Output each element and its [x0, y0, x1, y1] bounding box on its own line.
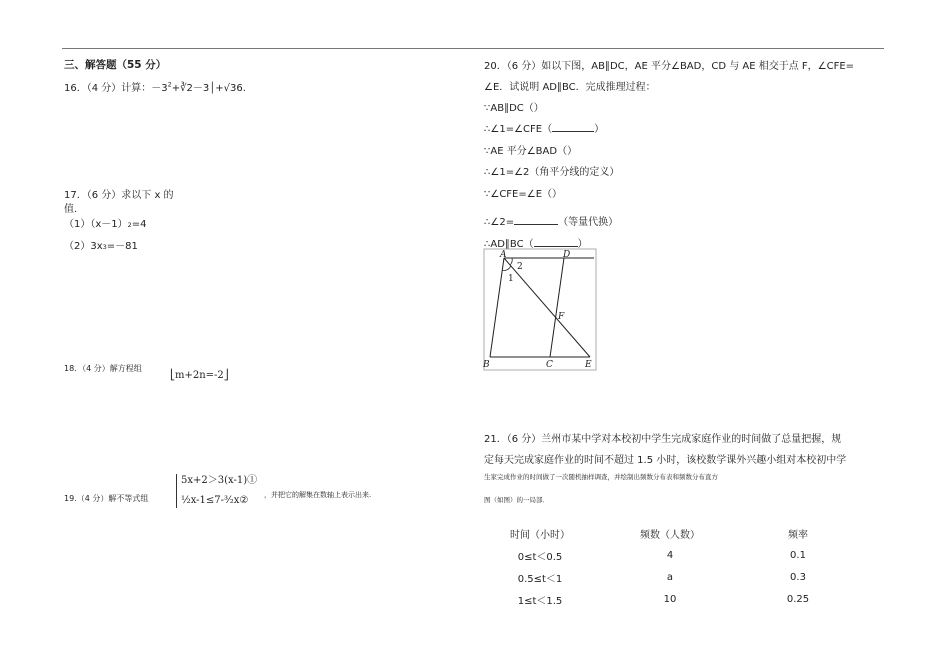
q17-part1-exp: 2	[127, 221, 132, 229]
q20-step6	[484, 213, 618, 228]
q20-step2-text: ∴∠1=∠CFE（	[484, 124, 553, 135]
table-row	[470, 544, 866, 566]
q17-part1-pre: （1）（x－1）	[64, 219, 128, 230]
segment-ae	[504, 258, 590, 357]
table-cell: 1≤t＜1.5	[517, 595, 563, 607]
q20-step4: ∴∠1=∠2（角平分线的定义）	[484, 167, 620, 178]
q21-line1: 21．（6 分）兰州市某中学对本校初中学生完成家庭作业的时间做了总量把握，规	[484, 434, 842, 445]
label-c: C	[546, 360, 553, 370]
angle-1-arc	[502, 266, 511, 271]
q20-step7-text: ∴AD∥BC（	[484, 239, 534, 250]
table-cell: 0≤t＜0.5	[517, 551, 563, 563]
table-header-rate: 频率	[788, 529, 808, 541]
table-cell: 0.3	[790, 571, 806, 583]
q17-line2: 值.	[64, 204, 78, 215]
angle-2-arc	[510, 258, 512, 265]
q17-part2-post: =－81	[106, 241, 138, 252]
q20-step6-reason: （等量代换）	[558, 217, 619, 228]
q17-part2-exp: 3	[102, 243, 107, 251]
segment-ab	[490, 258, 504, 357]
q21-line2: 定每天完成家庭作业的时间不超过 1.5 小时，该校数学课外兴趣小组对本校初中学	[484, 455, 847, 466]
q17-line1: 17．（6 分）求以下 x 的	[64, 190, 174, 201]
q18-label	[64, 363, 142, 374]
q18-equation: ⎣m+2n=-2⎦	[170, 370, 229, 381]
geometry-figure	[482, 248, 598, 372]
table-header-row	[470, 522, 866, 544]
q20-step6-text: ∴∠2=	[484, 217, 515, 228]
q19-inequality-system	[176, 474, 257, 508]
q20-step7-blank[interactable]	[534, 241, 578, 247]
q16-expression: +∛2－3│+√36.	[171, 83, 246, 94]
q16-prefix: 16．（4 分）计算：－3	[64, 83, 168, 94]
q21-line4: 图（如图）的一局部．	[484, 496, 549, 504]
table-cell: 0.25	[786, 593, 810, 605]
q20-line2: ∠E．试说明 AD∥BC．完成推理过程：	[484, 82, 656, 93]
section-title: 三、解答题（55 分）	[64, 59, 167, 71]
q20-step2	[484, 120, 604, 135]
table-cell: 10	[663, 593, 677, 605]
q20-step7-close: ）	[577, 239, 588, 250]
table-cell: a	[666, 571, 674, 583]
q19-inequality-1: 5x+2＞3(x-1)①	[181, 475, 258, 486]
q19-label: 19.（4 分）解不等式组	[64, 494, 149, 503]
label-b: B	[483, 360, 490, 370]
table-cell: 4	[666, 549, 674, 561]
label-angle-2: 2	[517, 262, 523, 272]
q17-part2-pre: （2）3x	[64, 241, 103, 252]
q16-exponent: 2	[167, 80, 172, 89]
label-a: A	[500, 250, 507, 260]
q21-line3: 生家完成作业的时间做了一次随机抽样调查，并绘制出频数分布表和频数分布直方	[484, 473, 718, 481]
table-cell: 0.1	[790, 549, 806, 561]
q20-step2-close: ）	[594, 124, 605, 135]
q20-step1: ∵AB∥DC（）	[484, 103, 544, 114]
q20-step2-blank[interactable]	[552, 122, 594, 132]
question-16	[64, 79, 246, 94]
table-row	[470, 588, 866, 610]
figure-frame	[484, 249, 596, 370]
q18-label-text: 18．（4 分）解方程组	[64, 364, 142, 373]
q17-part1	[64, 215, 147, 230]
segment-dc	[550, 258, 564, 357]
q20-step3: ∵AE 平分∠BAD（）	[484, 146, 578, 157]
q20-step5: ∵∠CFE=∠E（）	[484, 189, 563, 200]
label-e: E	[585, 360, 592, 370]
q19-suffix: ，并把它的解集在数轴上表示出来.	[264, 491, 372, 499]
q20-step6-blank[interactable]	[514, 219, 558, 225]
top-rule	[62, 48, 884, 49]
q17-part2	[64, 237, 138, 252]
table-header-frequency: 频数（人数）	[640, 529, 700, 541]
table-header-time: 时间（小时）	[510, 529, 570, 541]
q19-inequality-2: ½x-1≤7-³⁄₂x②	[181, 495, 249, 506]
q20-line1: 20．（6 分）如以下图，AB∥DC，AE 平分∠BAD，CD 与 AE 相交于点 F，∠CFE=	[484, 61, 855, 72]
table-cell: 0.5≤t＜1	[517, 573, 563, 585]
table-row	[470, 566, 866, 588]
label-f: F	[558, 312, 565, 322]
label-d: D	[563, 250, 571, 260]
q17-part1-post: =4	[131, 219, 147, 230]
label-angle-1: 1	[508, 274, 514, 284]
frequency-table	[470, 522, 866, 610]
